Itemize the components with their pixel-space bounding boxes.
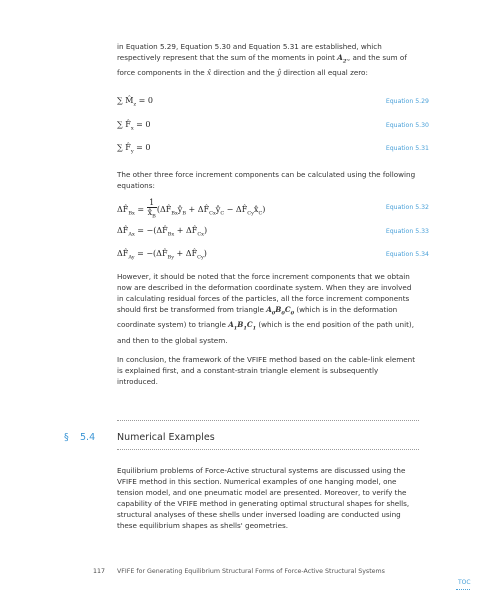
intro-text-1: in Equation 5.29, Equation 5.30 and Equation 5.31 are established, which respectively represent that the sum of the moments in point: [117, 42, 382, 62]
intro-text-2: , and the sum of force components in the: [117, 53, 407, 78]
equation-5-34: $\Delta F̂_{Ay}$ = $-(\Delta F̂_{By}$ + $\Delta F̂_{Cy}$) Equation 5.34: [117, 249, 429, 261]
page-number: 117: [93, 568, 106, 575]
direction-y: ŷ: [277, 68, 282, 78]
equation-label: Equation 5.31: [385, 145, 429, 152]
increments-paragraph: The other three force increment components can be calculated using the following equations:: [117, 170, 416, 190]
equation-label: Equation 5.32: [385, 204, 429, 211]
running-footer-title: VFIFE for Generating Equilibrium Structural Forms of Force-Active Structural Systems: [117, 568, 385, 575]
conclusion-paragraph: In conclusion, the framework of the VFIFE method based on the cable-link element is explained first, and a constant-strain triangle element is subsequently introduced.: [117, 355, 416, 386]
section-body-paragraph: Equilibrium problems of Force-Active structural systems are discussed using the VFIFE method in this section. Numerical examples of one hanging model, one tension model, and one pneumatic model are presented. Moreover, to verify the capability of the VFIFE method in generating optimal structural shapes for shells, structural analyses of these shells under inversed loading are conducted using these equilibrium shapes as shells' geometries.: [117, 466, 410, 530]
equation-5-31: ∑ $F̂_y = 0$ Equation 5.31: [117, 143, 429, 155]
equation-5-33: $\Delta F̂_{Ax}$ = $-(\Delta F̂_{Bx}$ + $\Delta F̂_{Cx}$) Equation 5.33: [117, 226, 429, 238]
equation-5-30: ∑ $F̂_x = 0$ Equation 5.30: [117, 120, 429, 132]
triangle-a1b1c1: $A_1B_1C_1$: [228, 320, 257, 332]
section-divider-top: [117, 420, 419, 421]
toc-link-underline: [456, 589, 470, 590]
equation-label: Equation 5.30: [385, 122, 429, 129]
direction-x: x̂: [207, 68, 212, 78]
section-number: 5.4: [80, 432, 96, 443]
intro-text-3: direction and the: [211, 68, 278, 78]
equation-label: Equation 5.34: [385, 251, 429, 258]
section-symbol: §: [64, 432, 69, 443]
point-label: $A_{2'}$: [337, 53, 348, 65]
section-title: Numerical Examples: [117, 432, 215, 443]
triangle-a0b0c0: $A_0B_0C_0$: [266, 305, 295, 317]
equation-5-32: $\Delta F̂_{Bx}$ = $\frac{1}{x̂_B}$ ($\Delta F̂_{Bx}ŷ_B$ + $\Delta F̂_{Cx}ŷ_C$ − $\Delta F̂_{Cy}x̂_C$) Equation 5.32: [117, 198, 429, 220]
however-paragraph: However, it should be noted that the force increment components that we obtain now are described in the deformation coordinate system. When they are involved in calculating residual forces of the particles, all the force increment components should first be transformed from triangle $A_0B_0C_0$ (which is in the deformation coordinate system) to triangle $A_1B_1C_1$ (which is the end position of the path unit), and then to the global system.: [117, 272, 414, 345]
toc-link[interactable]: TOC: [458, 579, 471, 586]
equation-5-29: ∑ $M̂_z = 0$ Equation 5.29: [117, 96, 429, 108]
equation-label: Equation 5.33: [385, 228, 429, 235]
intro-paragraph: [117, 41, 419, 78]
equation-label: Equation 5.29: [385, 98, 429, 105]
intro-text-4: direction all equal zero:: [281, 68, 368, 78]
fraction: $\frac{1}{x̂_B}$: [147, 198, 156, 220]
section-divider-bottom: [117, 449, 419, 450]
